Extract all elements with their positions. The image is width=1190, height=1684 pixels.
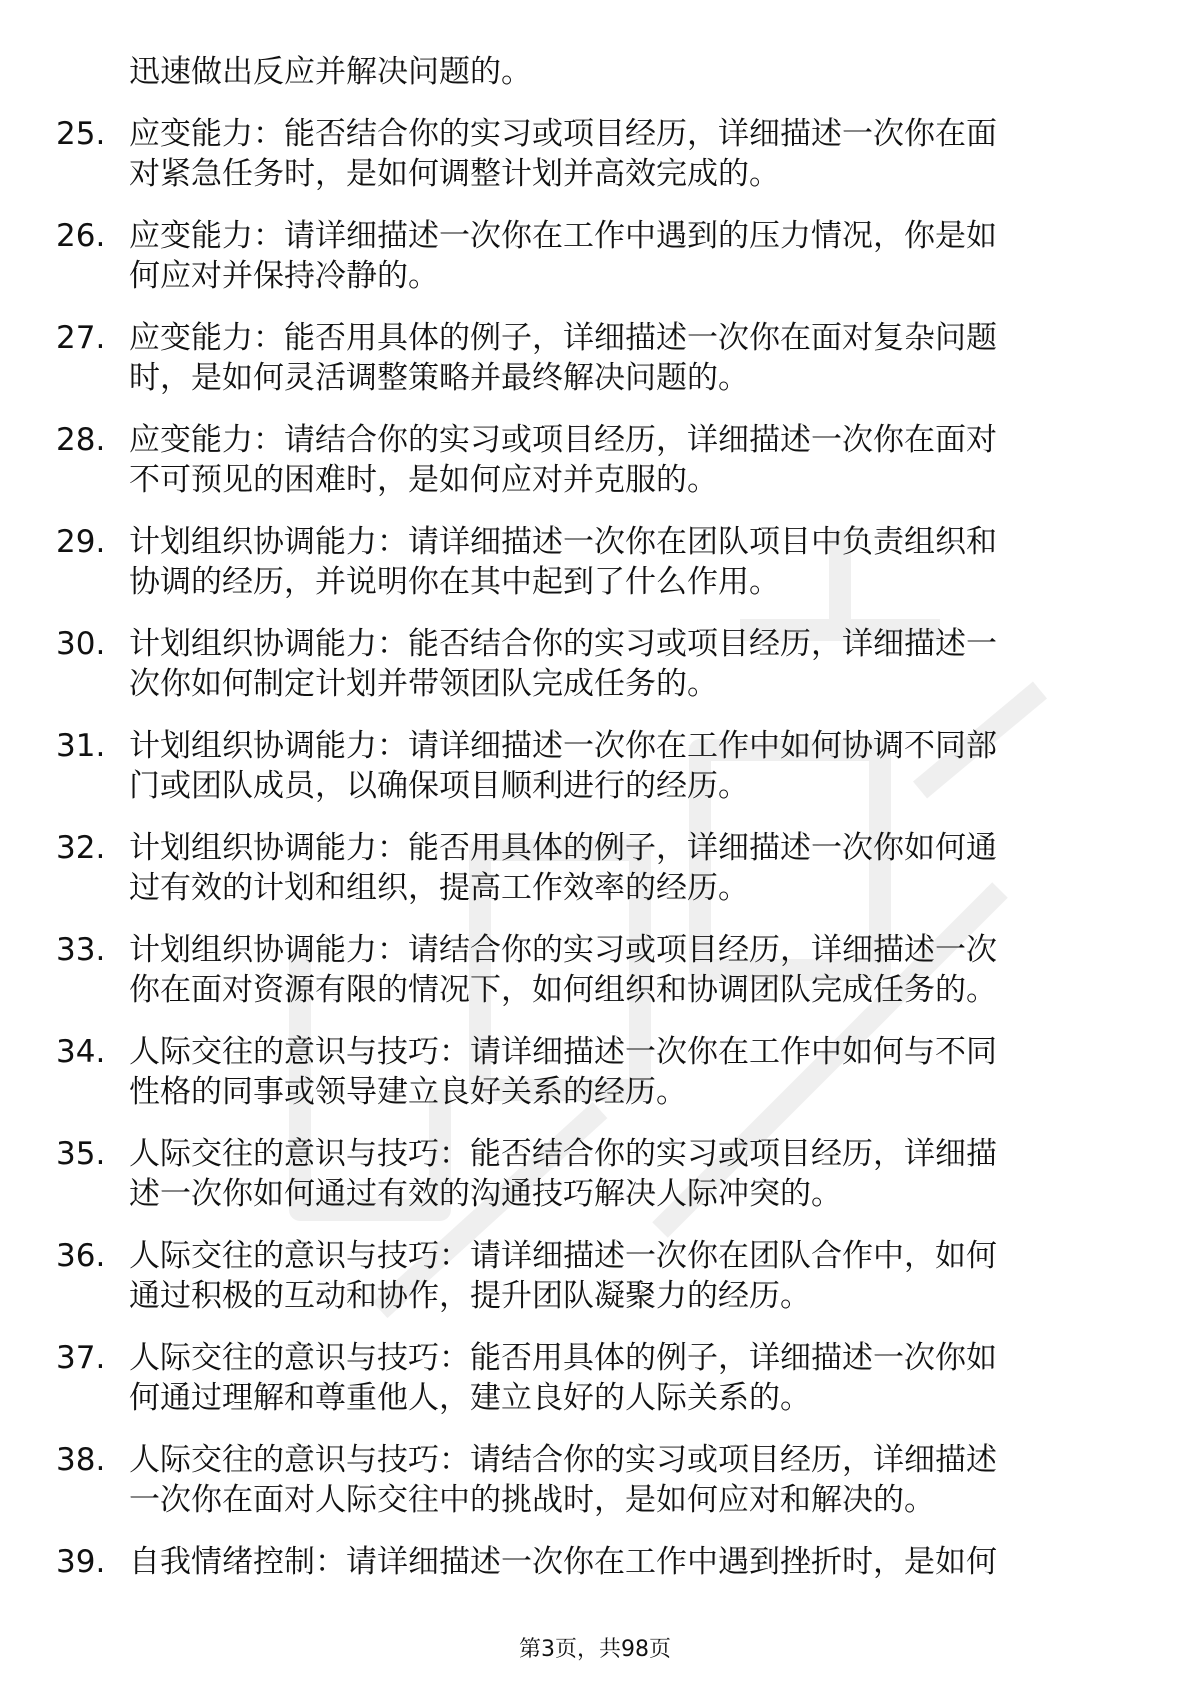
item-text-line: 你在面对资源有限的情况下，如何组织和协调团队完成任务的。 xyxy=(129,972,997,1008)
item-number: 37. xyxy=(56,1340,106,1376)
item-number: 26. xyxy=(56,218,106,254)
item-text-line: 计划组织协调能力：能否结合你的实习或项目经历，详细描述一 xyxy=(129,626,997,662)
item-text-line: 门或团队成员，以确保项目顺利进行的经历。 xyxy=(129,768,749,804)
item-text-line: 何通过理解和尊重他人，建立良好的人际关系的。 xyxy=(129,1380,811,1416)
list-item xyxy=(0,1134,1190,1214)
list-item xyxy=(0,1440,1190,1520)
item-text-line: 协调的经历，并说明你在其中起到了什么作用。 xyxy=(129,564,780,600)
list-item xyxy=(0,420,1190,500)
item-number: 30. xyxy=(56,626,106,662)
list-item xyxy=(0,216,1190,296)
list-item xyxy=(0,1542,1190,1582)
item-text-line: 述一次你如何通过有效的沟通技巧解决人际冲突的。 xyxy=(129,1176,842,1212)
page-footer: 第3页，共98页 xyxy=(519,1637,671,1662)
item-text-line: 人际交往的意识与技巧：能否结合你的实习或项目经历，详细描 xyxy=(129,1136,997,1172)
item-number: 28. xyxy=(56,422,106,458)
item-number: 27. xyxy=(56,320,106,356)
item-text-line: 次你如何制定计划并带领团队完成任务的。 xyxy=(129,666,718,702)
item-number: 31. xyxy=(56,728,106,764)
item-text-line: 应变能力：能否用具体的例子，详细描述一次你在面对复杂问题 xyxy=(129,320,997,356)
list-item xyxy=(0,930,1190,1010)
list-item xyxy=(0,1032,1190,1112)
item-text-line: 计划组织协调能力：能否用具体的例子，详细描述一次你如何通 xyxy=(129,830,997,866)
list-item xyxy=(0,624,1190,704)
item-text-line: 计划组织协调能力：请详细描述一次你在工作中如何协调不同部 xyxy=(129,728,997,764)
item-number: 35. xyxy=(56,1136,106,1172)
list-item xyxy=(0,828,1190,908)
item-text-line: 通过积极的互动和协作，提升团队凝聚力的经历。 xyxy=(129,1278,811,1314)
item-text-line: 人际交往的意识与技巧：请详细描述一次你在工作中如何与不同 xyxy=(129,1034,997,1070)
item-text-line: 不可预见的困难时，是如何应对并克服的。 xyxy=(129,462,718,498)
item-text-line: 自我情绪控制：请详细描述一次你在工作中遇到挫折时，是如何 xyxy=(129,1544,997,1580)
list-item xyxy=(0,1338,1190,1418)
item-number: 38. xyxy=(56,1442,106,1478)
list-item xyxy=(0,522,1190,602)
item-text-line: 性格的同事或领导建立良好关系的经历。 xyxy=(129,1074,687,1110)
item-number: 33. xyxy=(56,932,106,968)
item-text-line: 人际交往的意识与技巧：请结合你的实习或项目经历，详细描述 xyxy=(129,1442,997,1478)
list-item xyxy=(0,726,1190,806)
list-item xyxy=(0,114,1190,194)
item-text-line: 计划组织协调能力：请结合你的实习或项目经历，详细描述一次 xyxy=(129,932,997,968)
item-number: 29. xyxy=(56,524,106,560)
question-list xyxy=(0,52,1190,1604)
item-number: 36. xyxy=(56,1238,106,1274)
list-item xyxy=(0,1236,1190,1316)
item-number: 39. xyxy=(56,1544,106,1580)
item-text-line: 计划组织协调能力：请详细描述一次你在团队项目中负责组织和 xyxy=(129,524,997,560)
item-text-line: 何应对并保持冷静的。 xyxy=(129,258,439,294)
list-item xyxy=(0,318,1190,398)
item-text-line: 人际交往的意识与技巧：能否用具体的例子，详细描述一次你如 xyxy=(129,1340,997,1376)
item-text-line: 应变能力：请详细描述一次你在工作中遇到的压力情况，你是如 xyxy=(129,218,997,254)
item-text-line: 应变能力：请结合你的实习或项目经历，详细描述一次你在面对 xyxy=(129,422,997,458)
item-text-line: 对紧急任务时，是如何调整计划并高效完成的。 xyxy=(129,156,780,192)
item-number: 32. xyxy=(56,830,106,866)
item-text-line: 人际交往的意识与技巧：请详细描述一次你在团队合作中，如何 xyxy=(129,1238,997,1274)
item-text-line: 时，是如何灵活调整策略并最终解决问题的。 xyxy=(129,360,749,396)
item-number: 34. xyxy=(56,1034,106,1070)
item-text-line: 过有效的计划和组织，提高工作效率的经历。 xyxy=(129,870,749,906)
item-text-line: 一次你在面对人际交往中的挑战时，是如何应对和解决的。 xyxy=(129,1482,935,1518)
item-number: 25. xyxy=(56,116,106,152)
item-text-line: 应变能力：能否结合你的实习或项目经历，详细描述一次你在面 xyxy=(129,116,997,152)
continuation-text: 迅速做出反应并解决问题的。 xyxy=(129,54,532,90)
